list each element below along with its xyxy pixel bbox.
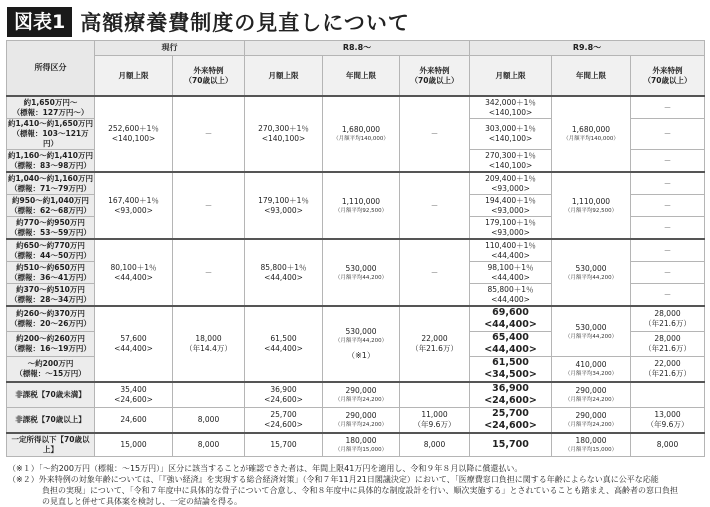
income-header: 所得区分 <box>7 41 95 97</box>
r98-monthly: 342,000＋1％ <140,100> <box>470 96 552 119</box>
r98-monthly: 85,800＋1％ <44,400> <box>470 284 552 307</box>
r88-outpatient: 22,000 （年21.6万） <box>400 306 470 382</box>
r98-monthly: 65,400 <44,400> <box>470 332 552 357</box>
page-title: 高額療養費制度の見直しについて <box>80 10 410 35</box>
r88-monthly: 270,300＋1％ <140,100> <box>245 96 323 172</box>
current-outpatient: 8,000 <box>173 408 245 434</box>
r88-annual: 290,000 （月額平均24,200） <box>323 408 400 434</box>
r88-monthly: 61,500 <44,400> <box>245 306 323 382</box>
r98-monthly: 36,900 <24,600> <box>470 382 552 408</box>
r98-annual: 180,000 （月額平均15,000） <box>552 433 631 457</box>
r98-outpatient: 28,000 （年21.6万） <box>631 306 705 332</box>
footnote-1: （※１）「～約200万円（標報：～15万円）」区分に該当することが確認できた者は、年間上限41万円を適用し、令和９年８月以降に償還払い。 <box>8 464 523 473</box>
income-bracket: 約650～約770万円 （標報：44～50万円） <box>7 239 95 262</box>
r98-annual: 290,000 （月額平均24,200） <box>552 408 631 434</box>
r98-outpatient <box>631 382 705 408</box>
current-outpatient: － <box>173 239 245 306</box>
r88-annual: 1,110,000 （月額平均92,500） <box>323 172 400 239</box>
r88-monthly-header: 月額上限 <box>245 56 323 97</box>
r88-outpatient: － <box>400 239 470 306</box>
r88-annual: 1,680,000 （月額平均140,000） <box>323 96 400 172</box>
table-row <box>7 408 705 434</box>
current-outpatient: － <box>173 96 245 172</box>
r98-outpatient: 8,000 <box>631 433 705 457</box>
income-bracket: 約370～約510万円 （標報：28～34万円） <box>7 284 95 307</box>
r98-monthly-header: 月額上限 <box>470 56 552 97</box>
r98-outpatient: － <box>631 239 705 262</box>
r98-monthly: 110,400＋1％ <44,400> <box>470 239 552 262</box>
r98-header: R9.8～ <box>470 41 705 56</box>
r98-monthly: 270,300＋1％ <140,100> <box>470 150 552 173</box>
current-monthly: 57,600 <44,400> <box>95 306 173 382</box>
r98-outpatient: － <box>631 96 705 119</box>
current-monthly: 252,600＋1％ <140,100> <box>95 96 173 172</box>
current-outpatient: 18,000 （年14.4万） <box>173 306 245 382</box>
current-monthly-header: 月額上限 <box>95 56 173 97</box>
income-bracket: 約510～約650万円 （標報：36～41万円） <box>7 262 95 284</box>
r98-outpatient: － <box>631 150 705 173</box>
r98-outpatient: － <box>631 119 705 150</box>
r98-outpatient: 13,000 （年9.6万） <box>631 408 705 434</box>
r98-outpatient: － <box>631 262 705 284</box>
r88-header: R8.8～ <box>245 41 470 56</box>
r88-annual: 180,000 （月額平均15,000） <box>323 433 400 457</box>
r88-annual: 530,000 （月額平均44,200） （※1） <box>323 306 400 382</box>
figure-label: 図表1 <box>7 7 72 37</box>
footnote-2-cont2: の見直しと併せて具体案を検討し、一定の結論を得る。 <box>42 497 242 506</box>
r98-outpatient: － <box>631 195 705 217</box>
r88-outpatient: － <box>400 96 470 172</box>
current-header: 現行 <box>95 41 245 56</box>
r88-outpatient: 11,000 （年9.6万） <box>400 408 470 434</box>
r88-monthly: 85,800＋1％ <44,400> <box>245 239 323 306</box>
r88-outpatient-header: 外来特例 （70歳以上） <box>400 56 470 97</box>
income-bracket: 約770～約950万円 （標報：53～59万円） <box>7 217 95 240</box>
footnotes <box>8 463 708 507</box>
current-monthly: 15,000 <box>95 433 173 457</box>
copay-table <box>6 40 705 457</box>
r88-annual: 290,000 （月額平均24,200） <box>323 382 400 408</box>
r98-monthly: 61,500 <34,500> <box>470 357 552 383</box>
r88-outpatient: － <box>400 172 470 239</box>
income-bracket: 約950～約1,040万円 （標報：62～68万円） <box>7 195 95 217</box>
r98-monthly: 25,700 <24,600> <box>470 408 552 434</box>
r88-monthly: 179,100＋1％ <93,000> <box>245 172 323 239</box>
r98-annual-header: 年間上限 <box>552 56 631 97</box>
footnote-2-cont: 負担の実現」について、「令和７年度中に具体的な骨子について合意し、令和８年度中に具体的な制度設計を行い、順次実施する」とされていることも踏まえ、高齢者の窓口負担 <box>42 486 678 495</box>
r88-annual: 530,000 （月額平均44,200） <box>323 239 400 306</box>
r98-outpatient: － <box>631 172 705 195</box>
figure-title <box>7 5 410 38</box>
current-outpatient: － <box>173 172 245 239</box>
income-bracket: 約1,410～約1,650万円 （標報：103～121万円） <box>8 119 93 148</box>
current-monthly: 167,400＋1％ <93,000> <box>95 172 173 239</box>
table-row <box>7 239 705 262</box>
r88-monthly: 15,700 <box>245 433 323 457</box>
r98-annual: 410,000 （月額平均34,200） <box>552 357 631 383</box>
r98-monthly: 303,000＋1％ <140,100> <box>470 119 552 150</box>
r88-outpatient: 8,000 <box>400 433 470 457</box>
r98-monthly: 15,700 <box>470 433 552 457</box>
r98-annual: 530,000 （月額平均44,200） <box>552 239 631 306</box>
current-outpatient <box>173 382 245 408</box>
current-monthly: 80,100＋1％ <44,400> <box>95 239 173 306</box>
income-bracket: ～約200万円 （標報：～15万円） <box>7 357 95 383</box>
table-row <box>7 306 705 332</box>
r98-monthly: 194,400＋1％ <93,000> <box>470 195 552 217</box>
table-row <box>7 96 705 119</box>
table-row <box>7 433 705 457</box>
r98-annual: 290,000 （月額平均24,200） <box>552 382 631 408</box>
r98-outpatient: － <box>631 284 705 307</box>
income-bracket: 約260～約370万円 （標報：20～26万円） <box>7 306 95 332</box>
current-monthly: 35,400 <24,600> <box>95 382 173 408</box>
r98-annual: 1,680,000 （月額平均140,000） <box>552 96 631 172</box>
r88-annual-header: 年間上限 <box>323 56 400 97</box>
r98-monthly: 98,100＋1％ <44,400> <box>470 262 552 284</box>
income-bracket: 約1,040～約1,160万円 （標報：71～79万円） <box>8 173 93 193</box>
table-row <box>7 172 705 195</box>
r98-monthly: 209,400＋1％ <93,000> <box>470 172 552 195</box>
r98-outpatient: 22,000 （年21.6万） <box>631 357 705 383</box>
current-outpatient-header: 外来特例 （70歳以上） <box>173 56 245 97</box>
current-monthly: 24,600 <box>95 408 173 434</box>
r98-monthly: 179,100＋1％ <93,000> <box>470 217 552 240</box>
r98-outpatient: － <box>631 217 705 240</box>
r88-monthly: 25,700 <24,600> <box>245 408 323 434</box>
income-bracket: 約200～約260万円 （標報：16～19万円） <box>7 332 95 357</box>
income-bracket: 約1,160～約1,410万円 （標報：83～98万円） <box>7 150 95 173</box>
r98-outpatient-header: 外来特例 （70歳以上） <box>631 56 705 97</box>
current-outpatient: 8,000 <box>173 433 245 457</box>
table-row <box>7 382 705 408</box>
r98-monthly: 69,600 <44,400> <box>470 306 552 332</box>
r98-annual: 530,000 （月額平均44,200） <box>552 306 631 357</box>
footnote-2: （※２）外来特例の対象年齢については、「『強い経済』を実現する総合経済対策」（令和７年11月21日閣議決定）において、「医療費窓口負担に関する年齢によらない真に公平な応能 <box>8 475 659 484</box>
r98-outpatient: 28,000 （年21.6万） <box>631 332 705 357</box>
r88-monthly: 36,900 <24,600> <box>245 382 323 408</box>
r88-outpatient <box>400 382 470 408</box>
r98-annual: 1,110,000 （月額平均92,500） <box>552 172 631 239</box>
income-bracket: 一定所得以下【70歳以上】 <box>7 433 95 457</box>
income-bracket: 非課税【70歳以上】 <box>7 408 95 434</box>
income-bracket: 非課税【70歳未満】 <box>7 382 95 408</box>
income-bracket: 約1,650万円～ （標報：127万円～） <box>7 96 95 119</box>
